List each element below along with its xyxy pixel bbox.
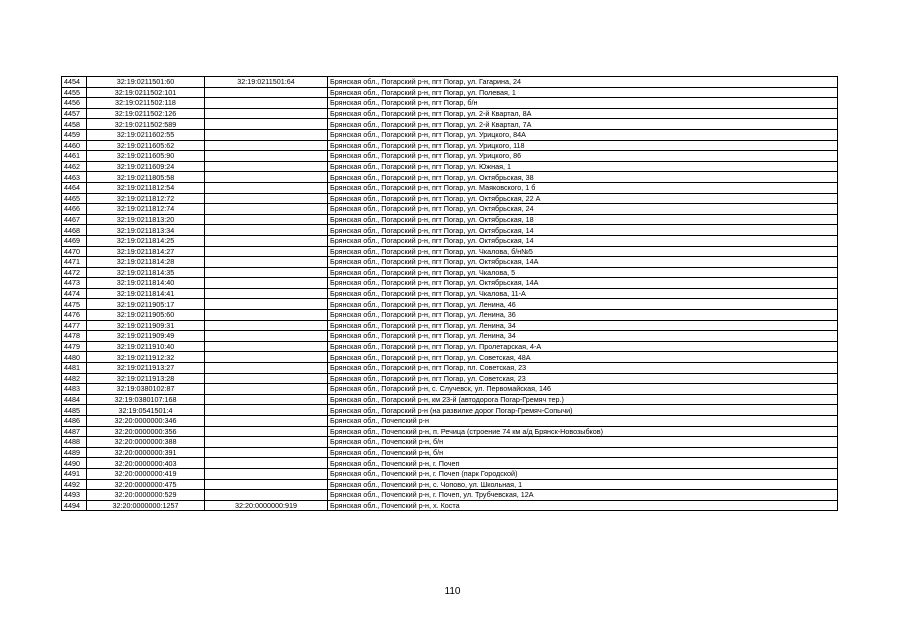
cadastral-number-cell: 32:19:0211602:55 xyxy=(87,129,205,140)
cadastral-number-cell: 32:19:0211501:60 xyxy=(87,77,205,88)
table-row xyxy=(62,331,838,342)
table-row xyxy=(62,437,838,448)
cadastral-number-cell: 32:19:0211813:34 xyxy=(87,225,205,236)
address-cell: Брянская обл., Погарский р-н, пгт Погар, ул. 2-й Квартал, 8А xyxy=(328,108,838,119)
previous-cadastral-number-cell xyxy=(205,352,328,363)
table-row xyxy=(62,151,838,162)
row-number-cell: 4494 xyxy=(62,500,87,511)
previous-cadastral-number-cell xyxy=(205,384,328,395)
row-number-cell: 4472 xyxy=(62,267,87,278)
cadastral-number-cell: 32:19:0211814:28 xyxy=(87,257,205,268)
address-cell: Брянская обл., Погарский р-н, пгт Погар, ул. 2-й Квартал, 7А xyxy=(328,119,838,130)
page-number: 110 xyxy=(444,586,461,597)
previous-cadastral-number-cell xyxy=(205,490,328,501)
previous-cadastral-number-cell xyxy=(205,98,328,109)
address-cell: Брянская обл., Погарский р-н, пгт Погар, ул. Октябрьская, 14 xyxy=(328,225,838,236)
address-cell: Брянская обл., Погарский р-н, пгт Погар, ул. Маяковского, 1 б xyxy=(328,182,838,193)
table-row xyxy=(62,394,838,405)
previous-cadastral-number-cell xyxy=(205,320,328,331)
row-number-cell: 4461 xyxy=(62,151,87,162)
previous-cadastral-number-cell xyxy=(205,426,328,437)
cadastral-number-cell: 32:19:0211814:41 xyxy=(87,288,205,299)
address-cell: Брянская обл., Погарский р-н, пгт Погар, ул. Октябрьская, 24 xyxy=(328,204,838,215)
table-row xyxy=(62,288,838,299)
cadastral-number-cell: 32:19:0211814:35 xyxy=(87,267,205,278)
previous-cadastral-number-cell xyxy=(205,193,328,204)
address-cell: Брянская обл., Погарский р-н, пгт Погар, ул. Чкалова, 5 xyxy=(328,267,838,278)
cadastral-number-cell: 32:19:0211909:49 xyxy=(87,331,205,342)
address-cell: Брянская обл., Почепский р-н, б/н xyxy=(328,447,838,458)
cadastral-number-cell: 32:19:0211812:74 xyxy=(87,204,205,215)
table-row xyxy=(62,98,838,109)
previous-cadastral-number-cell xyxy=(205,341,328,352)
previous-cadastral-number-cell xyxy=(205,129,328,140)
table-row xyxy=(62,108,838,119)
previous-cadastral-number-cell xyxy=(205,225,328,236)
table-row xyxy=(62,468,838,479)
previous-cadastral-number-cell xyxy=(205,140,328,151)
previous-cadastral-number-cell xyxy=(205,373,328,384)
table-row xyxy=(62,204,838,215)
address-cell: Брянская обл., Погарский р-н, пгт Погар, ул. Ленина, 46 xyxy=(328,299,838,310)
row-number-cell: 4478 xyxy=(62,331,87,342)
address-cell: Брянская обл., Погарский р-н, пгт Погар, ул. Чкалова, б/н№5 xyxy=(328,246,838,257)
row-number-cell: 4473 xyxy=(62,278,87,289)
address-cell: Брянская обл., Погарский р-н, пгт Погар, ул. Октябрьская, 14А xyxy=(328,278,838,289)
address-cell: Брянская обл., Почепский р-н, г. Почеп xyxy=(328,458,838,469)
table-row xyxy=(62,161,838,172)
table-row xyxy=(62,87,838,98)
cadastral-number-cell: 32:19:0380102:87 xyxy=(87,384,205,395)
row-number-cell: 4484 xyxy=(62,394,87,405)
previous-cadastral-number-cell xyxy=(205,278,328,289)
address-cell: Брянская обл., Погарский р-н, км 23-й (автодорога Погар-Гремяч тер.) xyxy=(328,394,838,405)
previous-cadastral-number-cell xyxy=(205,468,328,479)
table-row xyxy=(62,77,838,88)
address-cell: Брянская обл., Погарский р-н, пгт Погар, ул. Урицкого, 84А xyxy=(328,129,838,140)
previous-cadastral-number-cell xyxy=(205,437,328,448)
row-number-cell: 4489 xyxy=(62,447,87,458)
table-row xyxy=(62,373,838,384)
cadastral-number-cell: 32:19:0541501:4 xyxy=(87,405,205,416)
cadastral-number-cell: 32:19:0211905:17 xyxy=(87,299,205,310)
previous-cadastral-number-cell xyxy=(205,394,328,405)
address-cell: Брянская обл., Погарский р-н, пгт Погар, ул. Пролетарская, 4-А xyxy=(328,341,838,352)
row-number-cell: 4475 xyxy=(62,299,87,310)
cadastral-number-cell: 32:20:0000000:403 xyxy=(87,458,205,469)
cadastral-number-cell: 32:19:0211502:118 xyxy=(87,98,205,109)
row-number-cell: 4460 xyxy=(62,140,87,151)
cadastral-number-cell: 32:19:0211905:60 xyxy=(87,310,205,321)
address-cell: Брянская обл., Погарский р-н, пгт Погар, ул. Южная, 1 xyxy=(328,161,838,172)
address-cell: Брянская обл., Погарский р-н, пгт Погар, ул. Гагарина, 24 xyxy=(328,77,838,88)
row-number-cell: 4470 xyxy=(62,246,87,257)
address-cell: Брянская обл., Погарский р-н, пгт Погар, б/н xyxy=(328,98,838,109)
row-number-cell: 4477 xyxy=(62,320,87,331)
cadastral-number-cell: 32:19:0211913:27 xyxy=(87,363,205,374)
cadastral-number-cell: 32:19:0380107:168 xyxy=(87,394,205,405)
cadastral-number-cell: 32:20:0000000:529 xyxy=(87,490,205,501)
cadastral-number-cell: 32:19:0211502:101 xyxy=(87,87,205,98)
row-number-cell: 4487 xyxy=(62,426,87,437)
previous-cadastral-number-cell xyxy=(205,235,328,246)
cadastral-number-cell: 32:20:0000000:475 xyxy=(87,479,205,490)
previous-cadastral-number-cell xyxy=(205,288,328,299)
previous-cadastral-number-cell xyxy=(205,458,328,469)
table-row xyxy=(62,405,838,416)
table-row xyxy=(62,129,838,140)
table-row xyxy=(62,235,838,246)
table-row xyxy=(62,119,838,130)
address-cell: Брянская обл., Погарский р-н, пгт Погар, ул. Советская, 48А xyxy=(328,352,838,363)
address-cell: Брянская обл., Почепский р-н, г. Почеп (парк Городской) xyxy=(328,468,838,479)
previous-cadastral-number-cell: 32:20:0000000:919 xyxy=(205,500,328,511)
previous-cadastral-number-cell xyxy=(205,416,328,427)
previous-cadastral-number-cell xyxy=(205,257,328,268)
row-number-cell: 4455 xyxy=(62,87,87,98)
table-row xyxy=(62,172,838,183)
table-row xyxy=(62,479,838,490)
table-row xyxy=(62,416,838,427)
table-row xyxy=(62,341,838,352)
row-number-cell: 4488 xyxy=(62,437,87,448)
cadastral-number-cell: 32:19:0211912:32 xyxy=(87,352,205,363)
previous-cadastral-number-cell xyxy=(205,151,328,162)
table-row xyxy=(62,193,838,204)
address-cell: Брянская обл., Почепский р-н, с. Чопово, ул. Школьная, 1 xyxy=(328,479,838,490)
cadastral-number-cell: 32:19:0211909:31 xyxy=(87,320,205,331)
previous-cadastral-number-cell xyxy=(205,172,328,183)
address-cell: Брянская обл., Погарский р-н, пгт Погар, ул. Урицкого, 86 xyxy=(328,151,838,162)
previous-cadastral-number-cell xyxy=(205,246,328,257)
previous-cadastral-number-cell xyxy=(205,363,328,374)
previous-cadastral-number-cell xyxy=(205,267,328,278)
address-cell: Брянская обл., Погарский р-н, пгт Погар, ул. Октябрьская, 22 А xyxy=(328,193,838,204)
row-number-cell: 4454 xyxy=(62,77,87,88)
cadastral-number-cell: 32:20:0000000:388 xyxy=(87,437,205,448)
address-cell: Брянская обл., Почепский р-н, п. Речица (строение 74 км а/д Брянск-Новозыбков) xyxy=(328,426,838,437)
table-row xyxy=(62,246,838,257)
row-number-cell: 4469 xyxy=(62,235,87,246)
table-row xyxy=(62,257,838,268)
address-cell: Брянская обл., Погарский р-н, пгт Погар, ул. Ленина, 34 xyxy=(328,320,838,331)
row-number-cell: 4490 xyxy=(62,458,87,469)
previous-cadastral-number-cell xyxy=(205,331,328,342)
table-row xyxy=(62,140,838,151)
table-row xyxy=(62,447,838,458)
address-cell: Брянская обл., Погарский р-н, пгт Погар, ул. Советская, 23 xyxy=(328,373,838,384)
row-number-cell: 4486 xyxy=(62,416,87,427)
cadastral-number-cell: 32:20:0000000:356 xyxy=(87,426,205,437)
table-row xyxy=(62,500,838,511)
table-row xyxy=(62,225,838,236)
previous-cadastral-number-cell xyxy=(205,108,328,119)
address-cell: Брянская обл., Почепский р-н, г. Почеп, ул. Трубчевская, 12А xyxy=(328,490,838,501)
row-number-cell: 4471 xyxy=(62,257,87,268)
address-cell: Брянская обл., Погарский р-н, пгт Погар, ул. Чкалова, 11-А xyxy=(328,288,838,299)
cadastral-number-cell: 32:19:0211910:40 xyxy=(87,341,205,352)
row-number-cell: 4481 xyxy=(62,363,87,374)
table-row xyxy=(62,310,838,321)
address-cell: Брянская обл., Почепский р-н, х. Коста xyxy=(328,500,838,511)
cadastral-number-cell: 32:19:0211605:62 xyxy=(87,140,205,151)
cadastral-number-cell: 32:19:0211814:27 xyxy=(87,246,205,257)
row-number-cell: 4467 xyxy=(62,214,87,225)
cadastral-number-cell: 32:20:0000000:1257 xyxy=(87,500,205,511)
row-number-cell: 4464 xyxy=(62,182,87,193)
row-number-cell: 4482 xyxy=(62,373,87,384)
row-number-cell: 4474 xyxy=(62,288,87,299)
address-cell: Брянская обл., Погарский р-н, пгт Погар, ул. Урицкого, 118 xyxy=(328,140,838,151)
previous-cadastral-number-cell: 32:19:0211501:64 xyxy=(205,77,328,88)
row-number-cell: 4466 xyxy=(62,204,87,215)
previous-cadastral-number-cell xyxy=(205,479,328,490)
registry-table-body xyxy=(62,77,838,511)
table-row xyxy=(62,458,838,469)
row-number-cell: 4492 xyxy=(62,479,87,490)
address-cell: Брянская обл., Погарский р-н, пгт Погар, ул. Октябрьская, 14А xyxy=(328,257,838,268)
previous-cadastral-number-cell xyxy=(205,405,328,416)
cadastral-number-cell: 32:19:0211812:72 xyxy=(87,193,205,204)
table-row xyxy=(62,426,838,437)
row-number-cell: 4493 xyxy=(62,490,87,501)
address-cell: Брянская обл., Погарский р-н, пгт Погар, пл. Советская, 23 xyxy=(328,363,838,374)
row-number-cell: 4480 xyxy=(62,352,87,363)
table-row xyxy=(62,352,838,363)
previous-cadastral-number-cell xyxy=(205,182,328,193)
cadastral-number-cell: 32:19:0211502:126 xyxy=(87,108,205,119)
address-cell: Брянская обл., Погарский р-н, пгт Погар, ул. Октябрьская, 14 xyxy=(328,235,838,246)
table-row xyxy=(62,490,838,501)
row-number-cell: 4457 xyxy=(62,108,87,119)
address-cell: Брянская обл., Погарский р-н, пгт Погар, ул. Ленина, 36 xyxy=(328,310,838,321)
row-number-cell: 4476 xyxy=(62,310,87,321)
previous-cadastral-number-cell xyxy=(205,310,328,321)
row-number-cell: 4485 xyxy=(62,405,87,416)
cadastral-number-cell: 32:19:0211605:90 xyxy=(87,151,205,162)
previous-cadastral-number-cell xyxy=(205,119,328,130)
table-row xyxy=(62,320,838,331)
previous-cadastral-number-cell xyxy=(205,214,328,225)
address-cell: Брянская обл., Погарский р-н, пгт Погар, ул. Октябрьская, 38 xyxy=(328,172,838,183)
previous-cadastral-number-cell xyxy=(205,299,328,310)
cadastral-number-cell: 32:20:0000000:391 xyxy=(87,447,205,458)
cadastral-number-cell: 32:19:0211805:58 xyxy=(87,172,205,183)
address-cell: Брянская обл., Почепский р-н, б/н xyxy=(328,437,838,448)
table-row xyxy=(62,267,838,278)
cadastral-number-cell: 32:19:0211814:40 xyxy=(87,278,205,289)
table-row xyxy=(62,182,838,193)
table-row xyxy=(62,299,838,310)
row-number-cell: 4465 xyxy=(62,193,87,204)
cadastral-number-cell: 32:19:0211913:28 xyxy=(87,373,205,384)
address-cell: Брянская обл., Погарский р-н, пгт Погар, ул. Полевая, 1 xyxy=(328,87,838,98)
cadastral-number-cell: 32:20:0000000:419 xyxy=(87,468,205,479)
cadastral-number-cell: 32:19:0211814:25 xyxy=(87,235,205,246)
address-cell: Брянская обл., Погарский р-н, пгт Погар, ул. Октябрьская, 18 xyxy=(328,214,838,225)
cadastral-number-cell: 32:20:0000000:346 xyxy=(87,416,205,427)
row-number-cell: 4491 xyxy=(62,468,87,479)
cadastral-number-cell: 32:19:0211813:20 xyxy=(87,214,205,225)
row-number-cell: 4458 xyxy=(62,119,87,130)
previous-cadastral-number-cell xyxy=(205,447,328,458)
row-number-cell: 4468 xyxy=(62,225,87,236)
previous-cadastral-number-cell xyxy=(205,161,328,172)
table-row xyxy=(62,363,838,374)
table-row xyxy=(62,384,838,395)
previous-cadastral-number-cell xyxy=(205,204,328,215)
address-cell: Брянская обл., Почепский р-н xyxy=(328,416,838,427)
row-number-cell: 4456 xyxy=(62,98,87,109)
row-number-cell: 4483 xyxy=(62,384,87,395)
row-number-cell: 4462 xyxy=(62,161,87,172)
registry-table xyxy=(61,76,838,511)
row-number-cell: 4463 xyxy=(62,172,87,183)
row-number-cell: 4459 xyxy=(62,129,87,140)
row-number-cell: 4479 xyxy=(62,341,87,352)
previous-cadastral-number-cell xyxy=(205,87,328,98)
cadastral-number-cell: 32:19:0211502:589 xyxy=(87,119,205,130)
address-cell: Брянская обл., Погарский р-н (на развилке дорог Погар-Гремяч-Сопычи) xyxy=(328,405,838,416)
table-row xyxy=(62,214,838,225)
cadastral-number-cell: 32:19:0211812:54 xyxy=(87,182,205,193)
cadastral-number-cell: 32:19:0211609:24 xyxy=(87,161,205,172)
table-row xyxy=(62,278,838,289)
address-cell: Брянская обл., Погарский р-н, с. Случевск, ул. Первомайская, 146 xyxy=(328,384,838,395)
address-cell: Брянская обл., Погарский р-н, пгт Погар, ул. Ленина, 34 xyxy=(328,331,838,342)
